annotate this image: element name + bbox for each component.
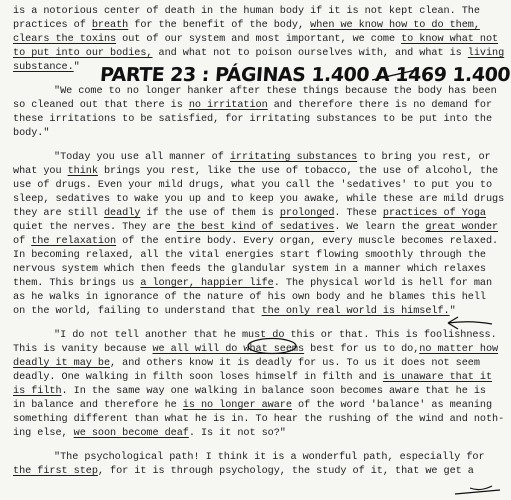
text-segment: " bbox=[73, 62, 80, 73]
text-segment: is a notorious center of death in the human body if it is not kept clean. The bbox=[13, 6, 480, 17]
underlined-phrase: the first step bbox=[13, 466, 98, 477]
margin-mark-bottom bbox=[470, 486, 492, 490]
text-segment: " bbox=[449, 306, 456, 317]
text-segment: In becoming relaxed, all the vital energies start flowing smoothly through the bbox=[13, 250, 486, 261]
text-segment: "I do not tell another that he must do this or that. This is foolishness. bbox=[54, 330, 497, 341]
text-segment: . These bbox=[334, 208, 383, 219]
text-segment: nervous system which then feeds the glandular system in a manner which relaxes bbox=[13, 264, 486, 275]
text-segment: . We learn the bbox=[334, 222, 426, 233]
text-segment: best for us to do, bbox=[304, 344, 420, 355]
underlined-phrase: the best kind of sedatives bbox=[176, 222, 335, 233]
text-segment: what you bbox=[13, 166, 68, 177]
text-segment: of the entire body. Every organ, every muscle becomes relaxed. bbox=[116, 236, 499, 247]
text-segment: use of drugs. Even your mild drugs, what you call the 'sedatives' to put you to bbox=[13, 180, 493, 191]
text-segment: so cleaned out that there is bbox=[13, 100, 189, 111]
text-segment: "The psychological path! I think it is a wonderful path, especially for bbox=[54, 452, 485, 463]
text-segment: for the benefit of the body, bbox=[128, 20, 311, 31]
text-segment: . The physical world is hell for man bbox=[273, 278, 493, 289]
underlined-phrase: living bbox=[467, 48, 505, 59]
underlined-phrase: we soon become deaf bbox=[73, 428, 189, 439]
text-segment: . Is it not so?" bbox=[188, 428, 286, 439]
text-segment: . In the same way one walking in balance soon becomes aware that he is bbox=[61, 386, 486, 397]
text-segment: something different than what he is in. To hear the rushing of the wind and noth- bbox=[13, 414, 505, 425]
text-segment: and what not to poison ourselves with, and what is bbox=[152, 48, 468, 59]
underlined-phrase: is unaware that it bbox=[382, 372, 493, 383]
annotation-strikethrough bbox=[372, 70, 416, 80]
underlined-phrase: substance. bbox=[13, 62, 74, 73]
underlined-phrase: deadly bbox=[103, 208, 141, 219]
text-segment: sleep, sedatives to wake you up and to keep you awake, while these are mild drugs bbox=[13, 194, 505, 205]
handwritten-annotation: PARTE 23 : PÁGINAS 1.400 A 1469 1.400 bbox=[99, 64, 511, 86]
circled-word-seems bbox=[248, 339, 296, 354]
underlined-phrase: to put into our bodies, bbox=[13, 48, 153, 59]
text-segment: "We come to no longer hanker after these things because the body has been bbox=[54, 86, 497, 97]
underlined-phrase: is filth bbox=[13, 386, 62, 397]
text-segment: , and others know it is deadly for us. To us it does not seem bbox=[110, 358, 480, 369]
text-segment: quiet the nerves. They are bbox=[13, 222, 177, 233]
text-segment: to bring you rest, or bbox=[357, 152, 491, 163]
text-segment: body." bbox=[13, 128, 50, 139]
text-segment: "Today you use all manner of bbox=[54, 152, 230, 163]
text-segment: they are still bbox=[13, 208, 104, 219]
text-segment: of the word 'balance' as meaning bbox=[291, 400, 493, 411]
text-segment: This is vanity because bbox=[13, 344, 153, 355]
text-segment: practices of bbox=[13, 20, 92, 31]
text-segment: , for it is through psychology, the study of it, that we get a bbox=[97, 466, 474, 477]
margin-arrow-icon bbox=[448, 317, 492, 329]
underlined-phrase: is no longer aware bbox=[182, 400, 292, 411]
underlined-phrase: deadly it may be bbox=[13, 358, 111, 369]
underlined-phrase: breath bbox=[91, 20, 129, 31]
underlined-phrase: great wonder bbox=[425, 222, 499, 233]
underlined-phrase: the relaxation bbox=[31, 236, 117, 247]
underlined-phrase: prolonged bbox=[279, 208, 335, 219]
text-segment: them. This brings us bbox=[13, 278, 141, 289]
underlined-phrase: the only real world is himself. bbox=[261, 306, 450, 317]
text-segment: of bbox=[13, 236, 32, 247]
text-segment: out of our system and most important, we come bbox=[116, 34, 402, 45]
text-segment: these irritations to be satisfied, for irritating substances to be put into the bbox=[13, 114, 493, 125]
underlined-phrase: no irritation bbox=[188, 100, 268, 111]
text-segment: if the use of them is bbox=[140, 208, 280, 219]
text-segment: brings you rest, like the use of tobacco, the use of alcohol, the bbox=[97, 166, 499, 177]
underlined-phrase: clears the toxins bbox=[13, 34, 117, 45]
text-segment: on the world, failing to understand that bbox=[13, 306, 262, 317]
underlined-phrase: think bbox=[67, 166, 98, 177]
text-segment: and therefore there is no demand for bbox=[267, 100, 493, 111]
underlined-phrase: we all will do what seems bbox=[152, 344, 305, 355]
underlined-phrase: when we know how to do them, bbox=[310, 20, 480, 31]
text-segment: ing else, bbox=[13, 428, 74, 439]
text-segment: deadly. One walking in filth soon loses himself in filth and bbox=[13, 372, 383, 383]
underlined-phrase: no matter how bbox=[419, 344, 499, 355]
underlined-phrase: to know what not bbox=[401, 34, 499, 45]
bottom-underline-stroke bbox=[455, 490, 500, 494]
underlined-phrase: irritating substances bbox=[229, 152, 358, 163]
underlined-phrase: practices of Yoga bbox=[382, 208, 486, 219]
text-segment: as he walks in ignorance of the nature of his own body and he blames this hell bbox=[13, 292, 486, 303]
text-segment: in balance and therefore he bbox=[13, 400, 183, 411]
underlined-phrase: a longer, happier life bbox=[140, 278, 274, 289]
